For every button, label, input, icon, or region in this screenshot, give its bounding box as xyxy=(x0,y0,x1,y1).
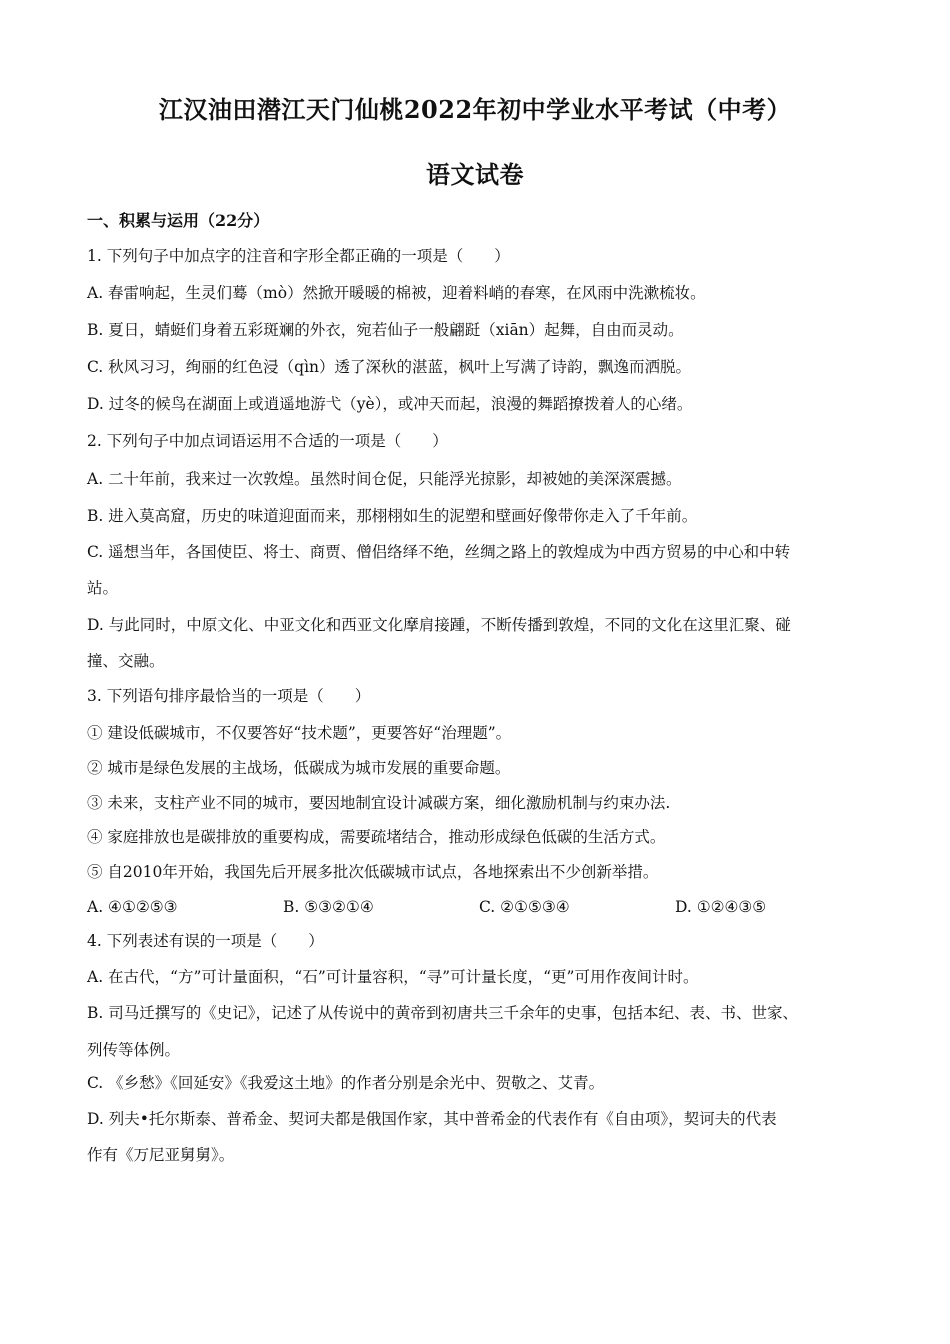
q3-sentence-2: ② 城市是绿色发展的主战场，低碳成为城市发展的重要命题。 xyxy=(87,759,511,777)
exam-title: 江汉油田潜江天门仙桃2022年初中学业水平考试（中考） xyxy=(158,95,792,124)
section-heading: 一、积累与运用（22分） xyxy=(87,211,270,230)
q2-option-d: D. 与此同时，中原文化、中亚文化和西亚文化摩肩接踵，不断传播到敦煌，不同的文化在这里汇聚、碰 xyxy=(87,616,791,634)
q3-sentence-3: ③ 未来，支柱产业不同的城市，要因地制宜设计减碳方案，细化激励机制与约束办法. xyxy=(87,794,671,812)
q4-option-b: B. 司马迁撰写的《史记》，记述了从传说中的黄帝到初唐共三千余年的史事，包括本纪、表、书、世家、 xyxy=(87,1004,798,1022)
q2-option-c: C. 遥想当年，各国使臣、将士、商贾、僧侣络绎不绝，丝绸之路上的敦煌成为中西方贸易的中心和中转 xyxy=(87,543,791,561)
q3-option-b: B. ⑤③②①④ xyxy=(283,898,374,916)
q4-option-b-cont: 列传等体例。 xyxy=(87,1041,181,1059)
q4-option-c: C. 《乡愁》《回延安》《我爱这土地》的作者分别是余光中、贺敬之、艾青。 xyxy=(87,1074,605,1092)
q3-sentence-4: ④ 家庭排放也是碳排放的重要构成，需要疏堵结合，推动形成绿色低碳的生活方式。 xyxy=(87,828,666,846)
q4-option-d-cont: 作有《万尼亚舅舅》。 xyxy=(87,1146,235,1164)
q1-option-c: C. 秋风习习，绚丽的红色浸（qìn）透了深秋的湛蓝，枫叶上写满了诗韵，飘逸而洒脱。 xyxy=(87,358,692,376)
q4-stem: 4. 下列表述有误的一项是（ ） xyxy=(87,932,324,950)
q1-option-a: A. 春雷响起，生灵们蓦（mò）然掀开暖暖的棉被，迎着料峭的春寒，在风雨中洗漱梳妆。 xyxy=(87,284,706,302)
q1-option-b: B. 夏日，蜻蜓们身着五彩斑斓的外衣，宛若仙子一般翩跹（xiān）起舞，自由而灵动。 xyxy=(87,321,684,339)
q2-option-d-cont: 撞、交融。 xyxy=(87,652,165,670)
q2-option-c-cont: 站。 xyxy=(87,579,119,597)
q2-option-b: B. 进入莫高窟，历史的味道迎面而来，那栩栩如生的泥塑和壁画好像带你走入了千年前。 xyxy=(87,507,698,525)
q3-options xyxy=(87,897,877,917)
exam-subtitle: 语文试卷 xyxy=(426,160,524,189)
q1-stem: 1. 下列句子中加点字的注音和字形全都正确的一项是（ ） xyxy=(87,247,510,265)
q4-option-d: D. 列夫•托尔斯泰、普希金、契诃夫都是俄国作家，其中普希金的代表作有《自由项》，契诃夫的代表 xyxy=(87,1110,777,1128)
q3-stem: 3. 下列语句排序最恰当的一项是（ ） xyxy=(87,687,371,705)
q4-option-a: A. 在古代，“方”可计量面积，“石”可计量容积，“寻”可计量长度，“更”可用作夜间计时。 xyxy=(87,968,699,986)
q2-option-a: A. 二十年前，我来过一次敦煌。虽然时间仓促，只能浮光掠影，却被她的美深深震撼。 xyxy=(87,470,682,488)
q1-option-d: D. 过冬的候鸟在湖面上或逍遥地游弋（yè），或冲天而起，浪漫的舞蹈撩拨着人的心绪。 xyxy=(87,395,693,413)
q3-sentence-1: ① 建设低碳城市，不仅要答好“技术题”，更要答好“治理题”。 xyxy=(87,724,512,742)
q3-option-a: A. ④①②⑤③ xyxy=(87,898,178,916)
q3-option-c: C. ②①⑤③④ xyxy=(479,898,570,916)
q3-option-d: D. ①②④③⑤ xyxy=(675,898,767,916)
q2-stem: 2. 下列句子中加点词语运用不合适的一项是（ ） xyxy=(87,432,448,450)
q3-sentence-5: ⑤ 自2010年开始，我国先后开展多批次低碳城市试点，各地探索出不少创新举措。 xyxy=(87,863,659,881)
